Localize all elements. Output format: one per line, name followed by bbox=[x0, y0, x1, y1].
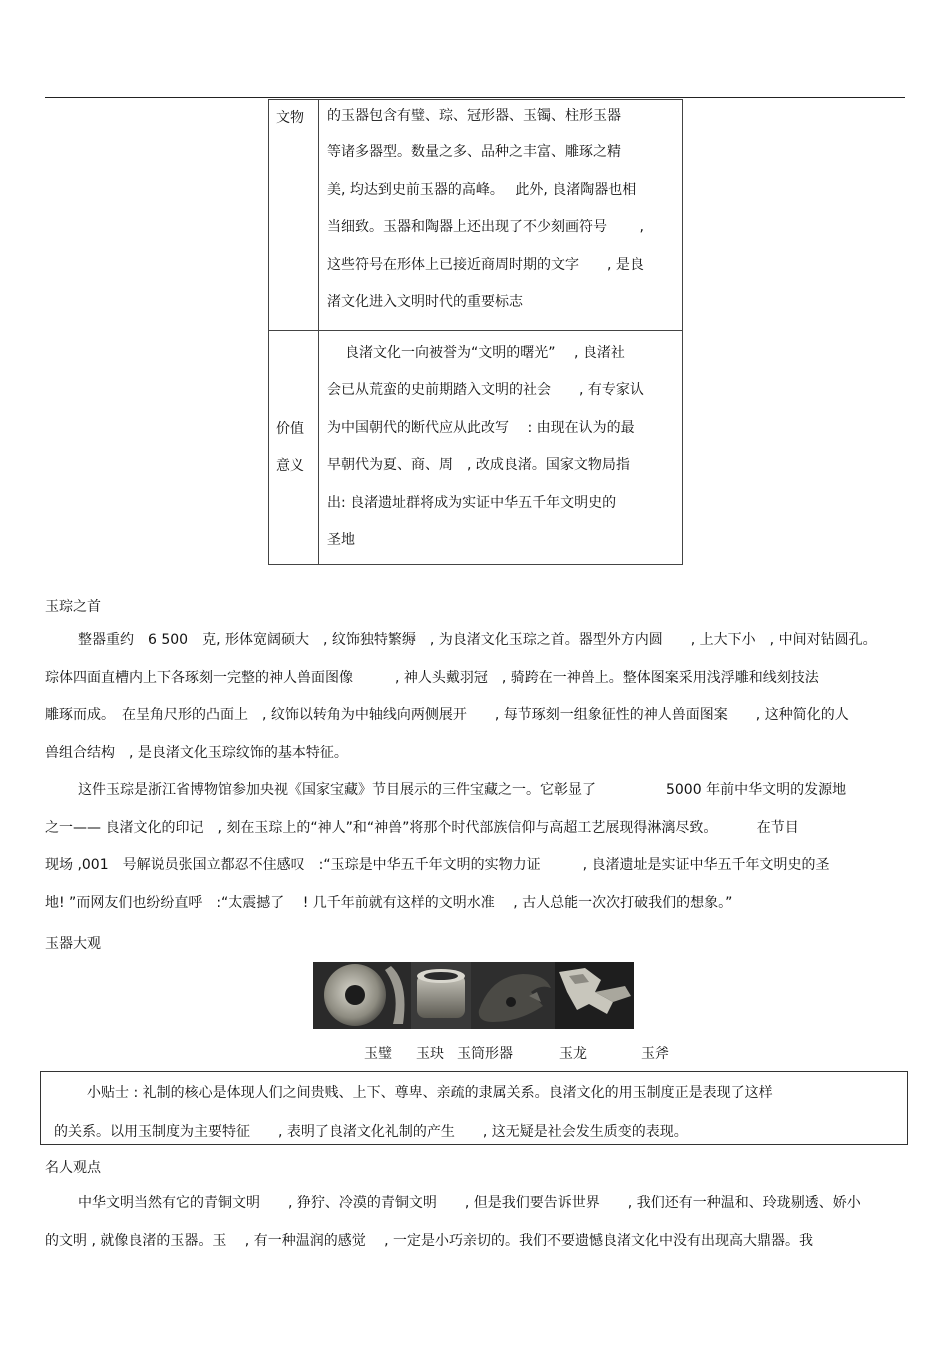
caption-dragon: 玉龙 bbox=[559, 1046, 587, 1062]
caption-jue: 玉玦 bbox=[416, 1046, 444, 1062]
table-row-value bbox=[269, 330, 683, 564]
row-label-artifacts: 文物 bbox=[276, 110, 304, 126]
caption-tube: 玉筒形器 bbox=[457, 1046, 513, 1062]
text-line: 雕琢而成。 在呈角尺形的凸面上 , 纹饰以转角为中轴线向两侧展开 , 每节琢刻一组象征性的神人兽面图案 , 这种简化的人 bbox=[45, 707, 849, 723]
paragraph-opinion bbox=[45, 1185, 903, 1260]
table-content-cell bbox=[319, 100, 683, 331]
text-line: 出: 良渚遗址群将成为实证中华五千年文明史的 bbox=[327, 494, 617, 511]
text-line: 琮体四面直槽内上下各琢刻一完整的神人兽面图像 , 神人头戴羽冠 , 骑跨在一神兽上。整体图案采用浅浮雕和线刻技法 bbox=[45, 669, 819, 686]
text-line: 这件玉琮是浙江省博物馆参加央视《国家宝藏》节目展示的三件宝藏之一。它彰显了 5000 年前中华文明的发源地 bbox=[78, 782, 847, 798]
text-line: 的文明 , 就像良渚的玉器。玉 , 有一种温润的感觉 , 一定是小巧亲切的。我们不要遗憾良渚文化中没有出现高大鼎器。我 bbox=[45, 1232, 814, 1249]
jade-bi-image bbox=[313, 962, 411, 1029]
jade-photo-strip bbox=[313, 962, 634, 1029]
header-rule bbox=[45, 97, 905, 98]
text-line: 当细致。玉器和陶器上还出现了不少刻画符号 , bbox=[327, 219, 644, 235]
text-line: 兽组合结构 , 是良渚文化玉琮纹饰的基本特征。 bbox=[45, 744, 348, 761]
text-line: 地! ”而网友们也纷纷直呼 :“太震撼了 ! 几千年前就有这样的文明水准 , 古人总能一次次打破我们的想象。” bbox=[45, 894, 733, 911]
section-heading-jade-overview: 玉器大观 bbox=[45, 936, 101, 952]
artifacts-text bbox=[319, 100, 682, 330]
table-label-cell bbox=[269, 100, 319, 331]
text-line: 这些符号在形体上已接近商周时期的文字 , 是良 bbox=[327, 256, 644, 273]
text-line: 圣地 bbox=[327, 532, 355, 548]
text-line: 会已从荒蛮的史前期踏入文明的社会 , 有专家认 bbox=[327, 382, 644, 398]
row-label-value bbox=[269, 331, 318, 485]
value-text bbox=[319, 331, 682, 564]
text-line: 现场 ,001 号解说员张国立都忍不住感叹 :“玉琮是中华五千年文明的实物力证 , 良渚遗址是实证中华五千年文明史的圣 bbox=[45, 857, 830, 873]
jade-tube-image bbox=[471, 962, 555, 1029]
text-line: 整器重约 6 500 克, 形体宽阔硕大 , 纹饰独特繁缛 , 为良渚文化玉琮之首。器型外方内圆 , 上大下小 , 中间对钻圆孔。 bbox=[78, 632, 877, 648]
text-line: 的玉器包含有璧、琮、冠形器、玉镯、柱形玉器 bbox=[327, 108, 621, 124]
caption-axe: 玉斧 bbox=[641, 1046, 669, 1062]
label-line: 价值 bbox=[276, 420, 304, 437]
text-line: 等诸多器型。数量之多、品种之丰富、雕琢之精 bbox=[327, 144, 621, 160]
section-heading-cong: 玉琮之首 bbox=[45, 599, 101, 615]
section-heading-opinions: 名人观点 bbox=[45, 1160, 101, 1176]
paragraph-cong-description bbox=[45, 622, 903, 772]
info-table bbox=[268, 99, 683, 565]
text-line: 早朝代为夏、商、周 , 改成良渚。国家文物局指 bbox=[327, 457, 630, 473]
label-line: 意义 bbox=[276, 457, 304, 474]
table-row-artifacts bbox=[269, 100, 683, 331]
text-line: 良渚文化一向被誉为“文明的曙光” , 良渚社 bbox=[345, 344, 625, 361]
table-label-cell bbox=[269, 330, 319, 564]
caption-bi: 玉璧 bbox=[364, 1046, 392, 1062]
table-content-cell bbox=[319, 330, 683, 564]
text-line: 为中国朝代的断代应从此改写 : 由现在认为的最 bbox=[327, 419, 635, 436]
jade-dragon-image bbox=[555, 962, 634, 1029]
text-line: 渚文化进入文明时代的重要标志 bbox=[327, 294, 523, 310]
jade-captions bbox=[0, 1043, 950, 1063]
paragraph-national-treasure bbox=[45, 772, 903, 922]
tip-box bbox=[40, 1071, 908, 1145]
text-line: 美, 均达到史前玉器的高峰。 此外, 良渚陶器也相 bbox=[327, 181, 637, 198]
jade-jue-image bbox=[411, 962, 471, 1029]
tip-line: 小贴士 : 礼制的核心是体现人们之间贵贱、上下、尊卑、亲疏的隶属关系。良渚文化的用玉制度正是表现了这样 bbox=[87, 1085, 773, 1101]
tip-line: 的关系。以用玉制度为主要特征 , 表明了良渚文化礼制的产生 , 这无疑是社会发生质变的表现。 bbox=[54, 1124, 688, 1140]
text-line: 之一—— 良渚文化的印记 , 刻在玉琮上的“神人”和“神兽”将那个时代部族信仰与高超工艺展现得淋漓尽致。 在节目 bbox=[45, 819, 799, 836]
text-line: 中华文明当然有它的青铜文明 , 狰狞、冷漠的青铜文明 , 但是我们要告诉世界 , 我们还有一种温和、玲珑剔透、娇小 bbox=[78, 1195, 861, 1211]
